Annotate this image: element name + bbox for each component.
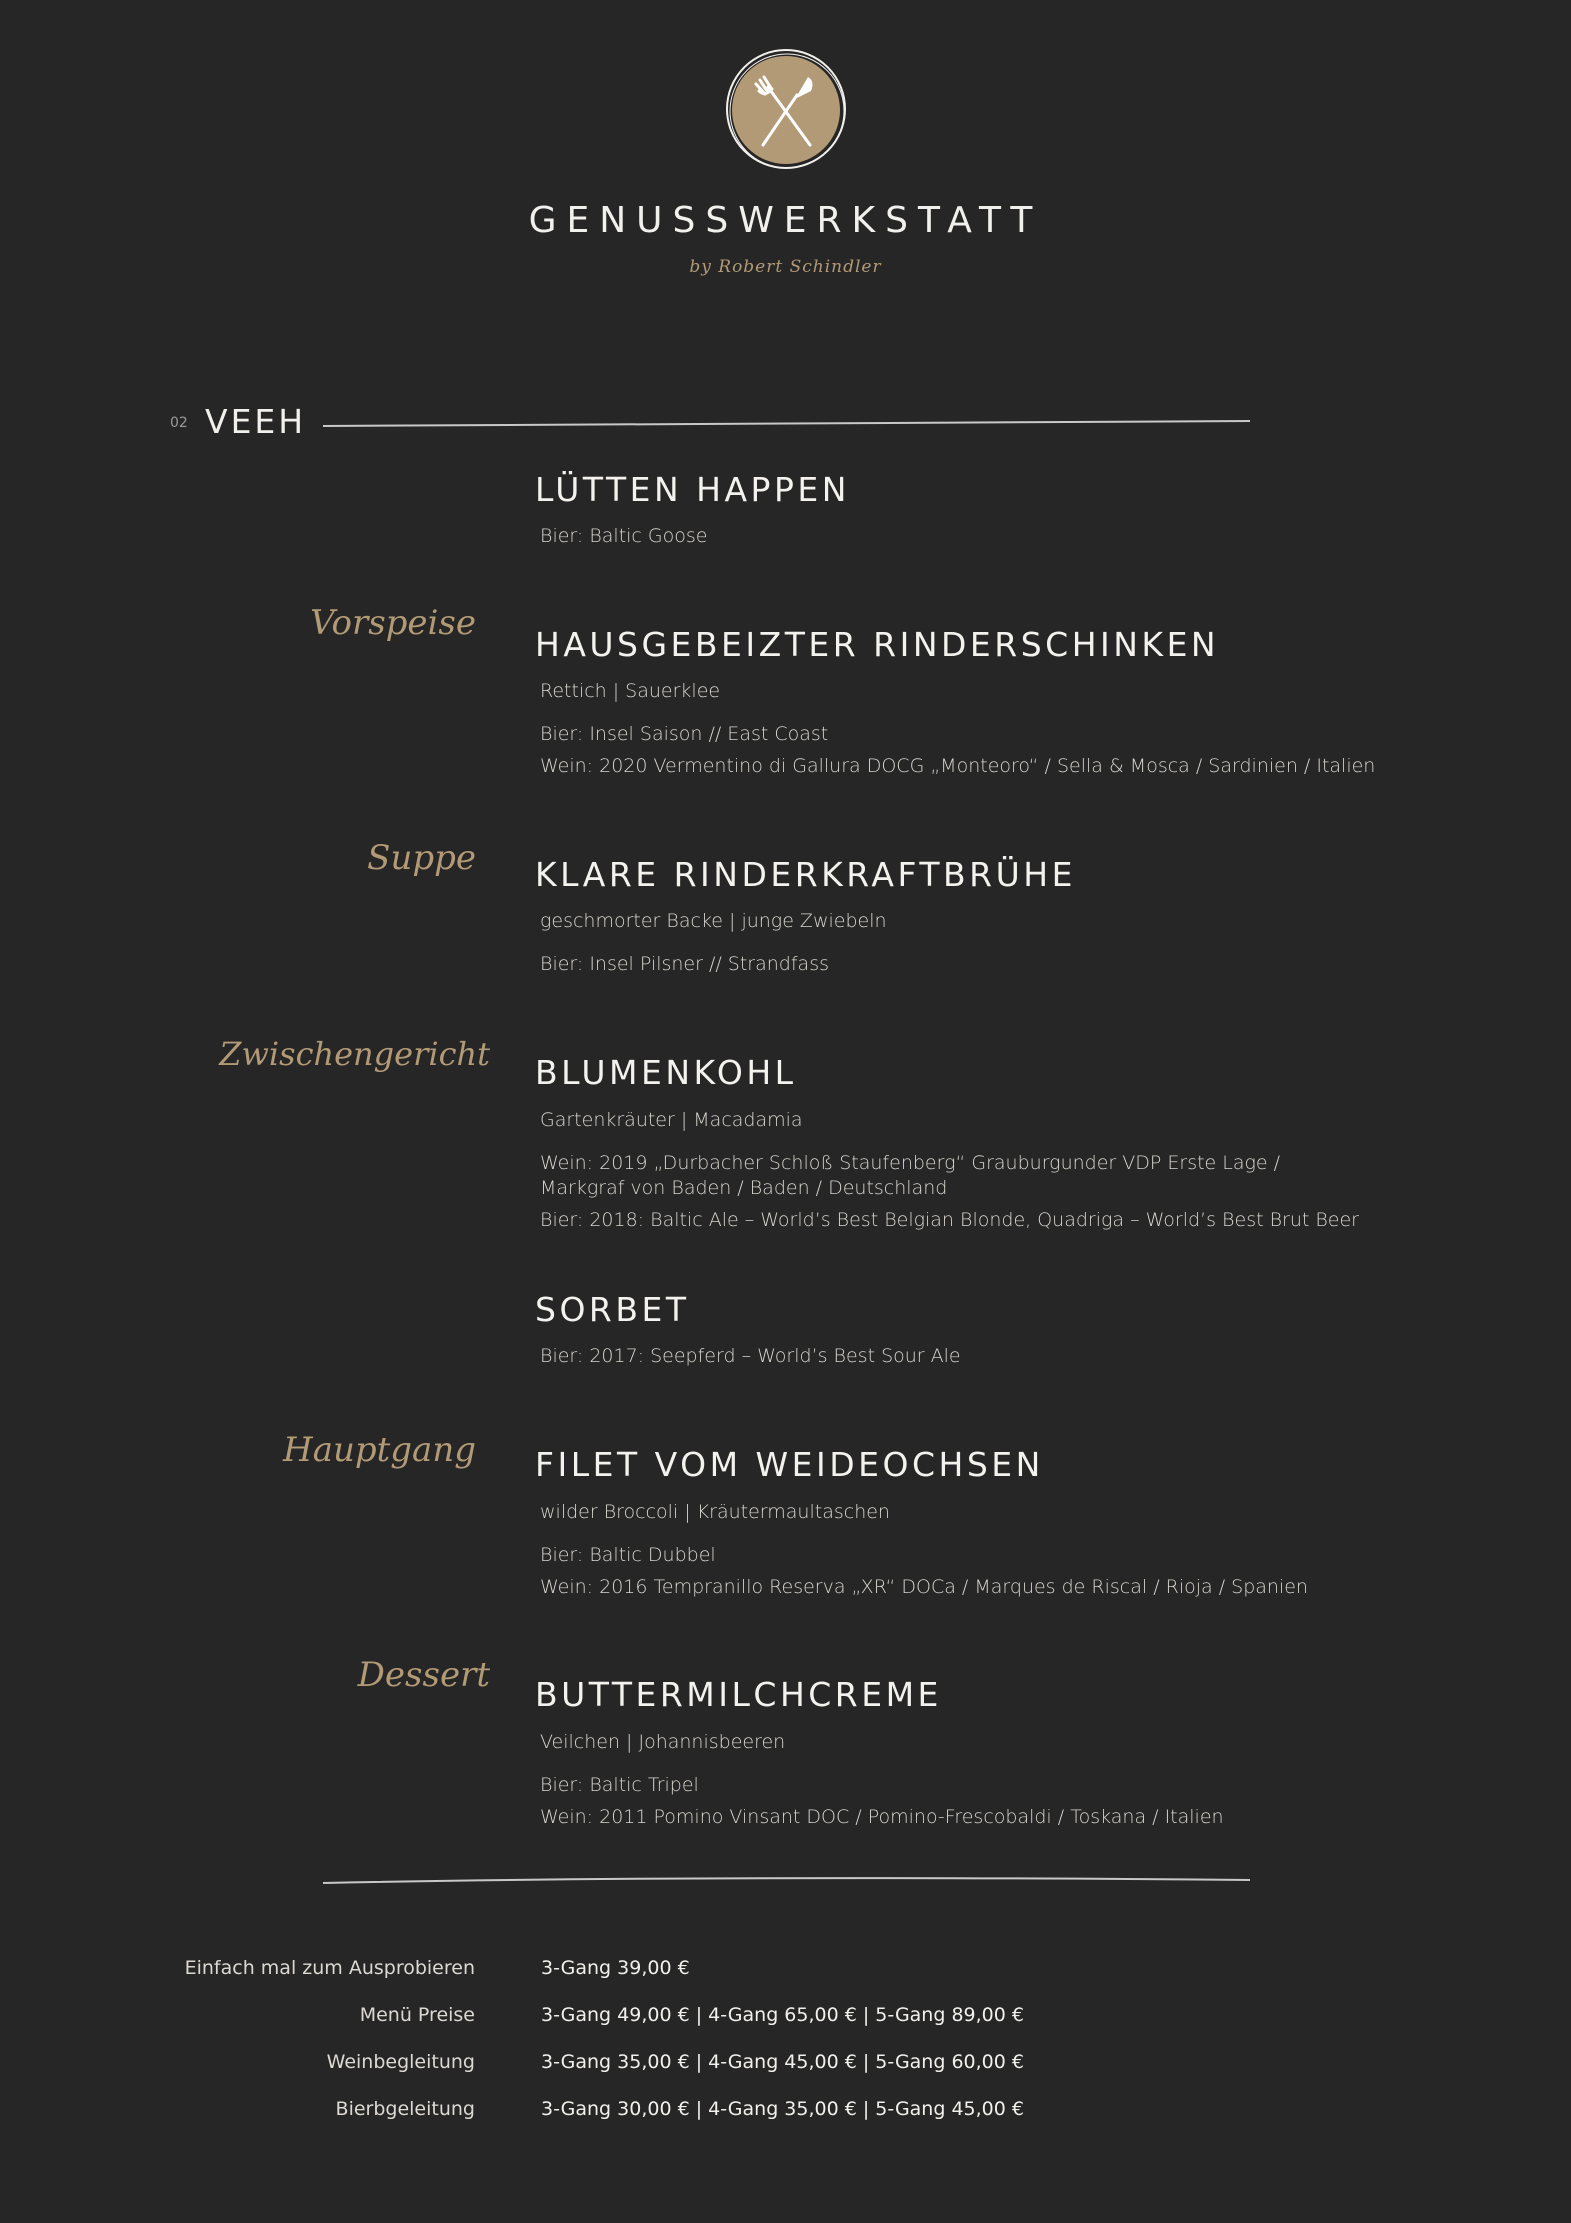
- dish-line: Bier: Insel Saison // East Coast: [540, 723, 829, 745]
- dish-line: geschmorter Backe | junge Zwiebeln: [540, 910, 887, 932]
- price-label: Einfach mal zum Ausprobieren: [184, 1957, 475, 1979]
- dish-title: FILET VOM WEIDEOCHSEN: [535, 1445, 1044, 1484]
- bottom-divider: [323, 1878, 1250, 1883]
- dish-title: BLUMENKOHL: [535, 1053, 797, 1092]
- dish-line: Bier: Insel Pilsner // Strandfass: [540, 953, 829, 975]
- logo: [725, 47, 847, 174]
- dish-title: LÜTTEN HAPPEN: [535, 470, 850, 509]
- brand-title: GENUSSWERKSTATT: [528, 200, 1043, 241]
- dish-line: Rettich | Sauerklee: [540, 680, 721, 702]
- price-value: 3-Gang 30,00 € | 4-Gang 35,00 € | 5-Gang 45,00 €: [541, 2098, 1024, 2120]
- crossed-fork-knife-icon: [725, 47, 847, 174]
- course-label: Hauptgang: [283, 1430, 476, 1470]
- section-title: VEEH: [205, 402, 307, 441]
- dish-line: Gartenkräuter | Macadamia: [540, 1109, 803, 1131]
- dish-line: Wein: 2016 Tempranillo Reserva „XR“ DOCa / Marques de Riscal / Rioja / Spanien: [540, 1576, 1308, 1598]
- dish-line: Bier: Baltic Tripel: [540, 1774, 699, 1796]
- dish-title: KLARE RINDERKRAFTBRÜHE: [535, 855, 1076, 894]
- price-label: Bierbgeleitung: [335, 2098, 475, 2120]
- price-label: Menü Preise: [359, 2004, 475, 2026]
- course-label: Dessert: [357, 1655, 490, 1695]
- dish-title: SORBET: [535, 1290, 690, 1329]
- price-value: 3-Gang 49,00 € | 4-Gang 65,00 € | 5-Gang 89,00 €: [541, 2004, 1024, 2026]
- top-divider: [323, 421, 1250, 426]
- course-label: Vorspeise: [310, 603, 476, 643]
- dish-line: Veilchen | Johannisbeeren: [540, 1731, 786, 1753]
- dish-line: Wein: 2020 Vermentino di Gallura DOCG „Monteoro“ / Sella & Mosca / Sardinien / Italien: [540, 755, 1376, 777]
- price-label: Weinbegleitung: [326, 2051, 475, 2073]
- dish-line: wilder Broccoli | Kräutermaultaschen: [540, 1501, 890, 1523]
- price-value: 3-Gang 35,00 € | 4-Gang 45,00 € | 5-Gang 60,00 €: [541, 2051, 1024, 2073]
- course-label: Zwischengericht: [219, 1035, 490, 1073]
- dish-title: BUTTERMILCHCREME: [535, 1675, 942, 1714]
- dish-line: Bier: 2018: Baltic Ale – World’s Best Belgian Blonde, Quadriga – World’s Best Brut Beer: [540, 1209, 1359, 1231]
- dish-line: Markgraf von Baden / Baden / Deutschland: [540, 1177, 948, 1199]
- dish-line: Bier: 2017: Seepferd – World’s Best Sour Ale: [540, 1345, 961, 1367]
- dish-line: Wein: 2019 „Durbacher Schloß Staufenberg“ Grauburgunder VDP Erste Lage /: [540, 1152, 1281, 1174]
- section-number: 02: [170, 415, 188, 431]
- dish-title: HAUSGEBEIZTER RINDERSCHINKEN: [535, 625, 1220, 664]
- price-value: 3-Gang 39,00 €: [541, 1957, 690, 1979]
- course-label: Suppe: [367, 838, 476, 878]
- dish-line: Wein: 2011 Pomino Vinsant DOC / Pomino-Frescobaldi / Toskana / Italien: [540, 1806, 1224, 1828]
- dish-line: Bier: Baltic Dubbel: [540, 1544, 716, 1566]
- dish-line: Bier: Baltic Goose: [540, 525, 708, 547]
- brand-subtitle: by Robert Schindler: [689, 257, 882, 277]
